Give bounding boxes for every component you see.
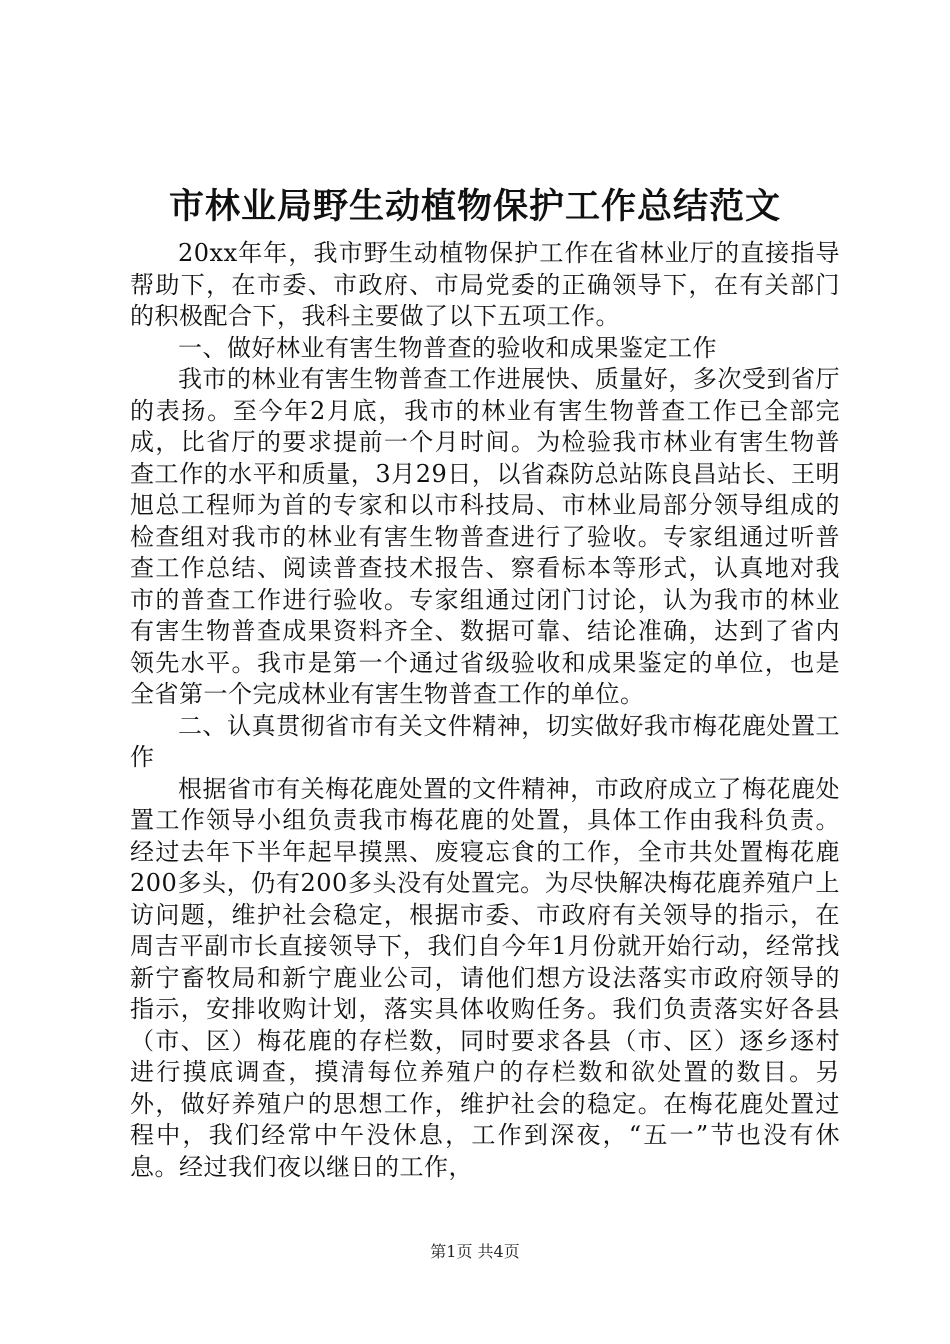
document-body	[130, 238, 840, 1183]
paragraph-intro: 20xx年年，我市野生动植物保护工作在省林业厅的直接指导帮助下，在市委、市政府、市局党委的正确领导下，在有关部门的积极配合下，我科主要做了以下五项工作。	[130, 239, 840, 330]
section-heading-2: 二、认真贯彻省市有关文件精神，切实做好我市梅花鹿处置工作	[130, 711, 840, 771]
paragraph-section-1: 我市的林业有害生物普查工作进展快、质量好，多次受到省厅的表扬。至今年2月底，我市的林业有害生物普查工作已全部完成，比省厅的要求提前一个月时间。为检验我市林业有害生物普查工作的水平和质量，3月29日，以省森防总站陈良昌站长、王明旭总工程师为首的专家和以市科技局、市林业局部分领导组成的检查组对我市的林业有害生物普查进行了验收。专家组通过听普查工作总结、阅读普查技术报告、察看标本等形式，认真地对我市的普查工作进行验收。专家组通过闭门讨论，认为我市的林业有害生物普查成果资料齐全、数据可靠、结论准确，达到了省内领先水平。我市是第一个通过省级验收和成果鉴定的单位，也是全省第一个完成林业有害生物普查工作的单位。	[130, 365, 840, 708]
page-footer: 第1页 共4页	[430, 1242, 520, 1261]
section-heading-1: 一、做好林业有害生物普查的验收和成果鉴定工作	[178, 333, 717, 362]
document-title: 市林业局野生动植物保护工作总结范文	[168, 186, 781, 227]
paragraph-section-2: 根据省市有关梅花鹿处置的文件精神，市政府成立了梅花鹿处置工作领导小组负责我市梅花鹿的处置，具体工作由我科负责。经过去年下半年起早摸黑、废寝忘食的工作，全市共处置梅花鹿200多头，仍有200多头没有处置完。为尽快解决梅花鹿养殖户上访问题，维护社会稳定，根据市委、市政府有关领导的指示，在周吉平副市长直接领导下，我们自今年1月份就开始行动，经常找新宁畜牧局和新宁鹿业公司，请他们想方设法落实市政府领导的指示，安排收购计划，落实具体收购任务。我们负责落实好各县（市、区）梅花鹿的存栏数，同时要求各县（市、区）逐乡逐村进行摸底调查，摸清每位养殖户的存栏数和欲处置的数目。另外，做好养殖户的思想工作，维护社会的稳定。在梅花鹿处置过程中，我们经常中午没休息，工作到深夜，“五一”节也没有休息。经过我们夜以继日的工作，	[130, 774, 840, 1181]
